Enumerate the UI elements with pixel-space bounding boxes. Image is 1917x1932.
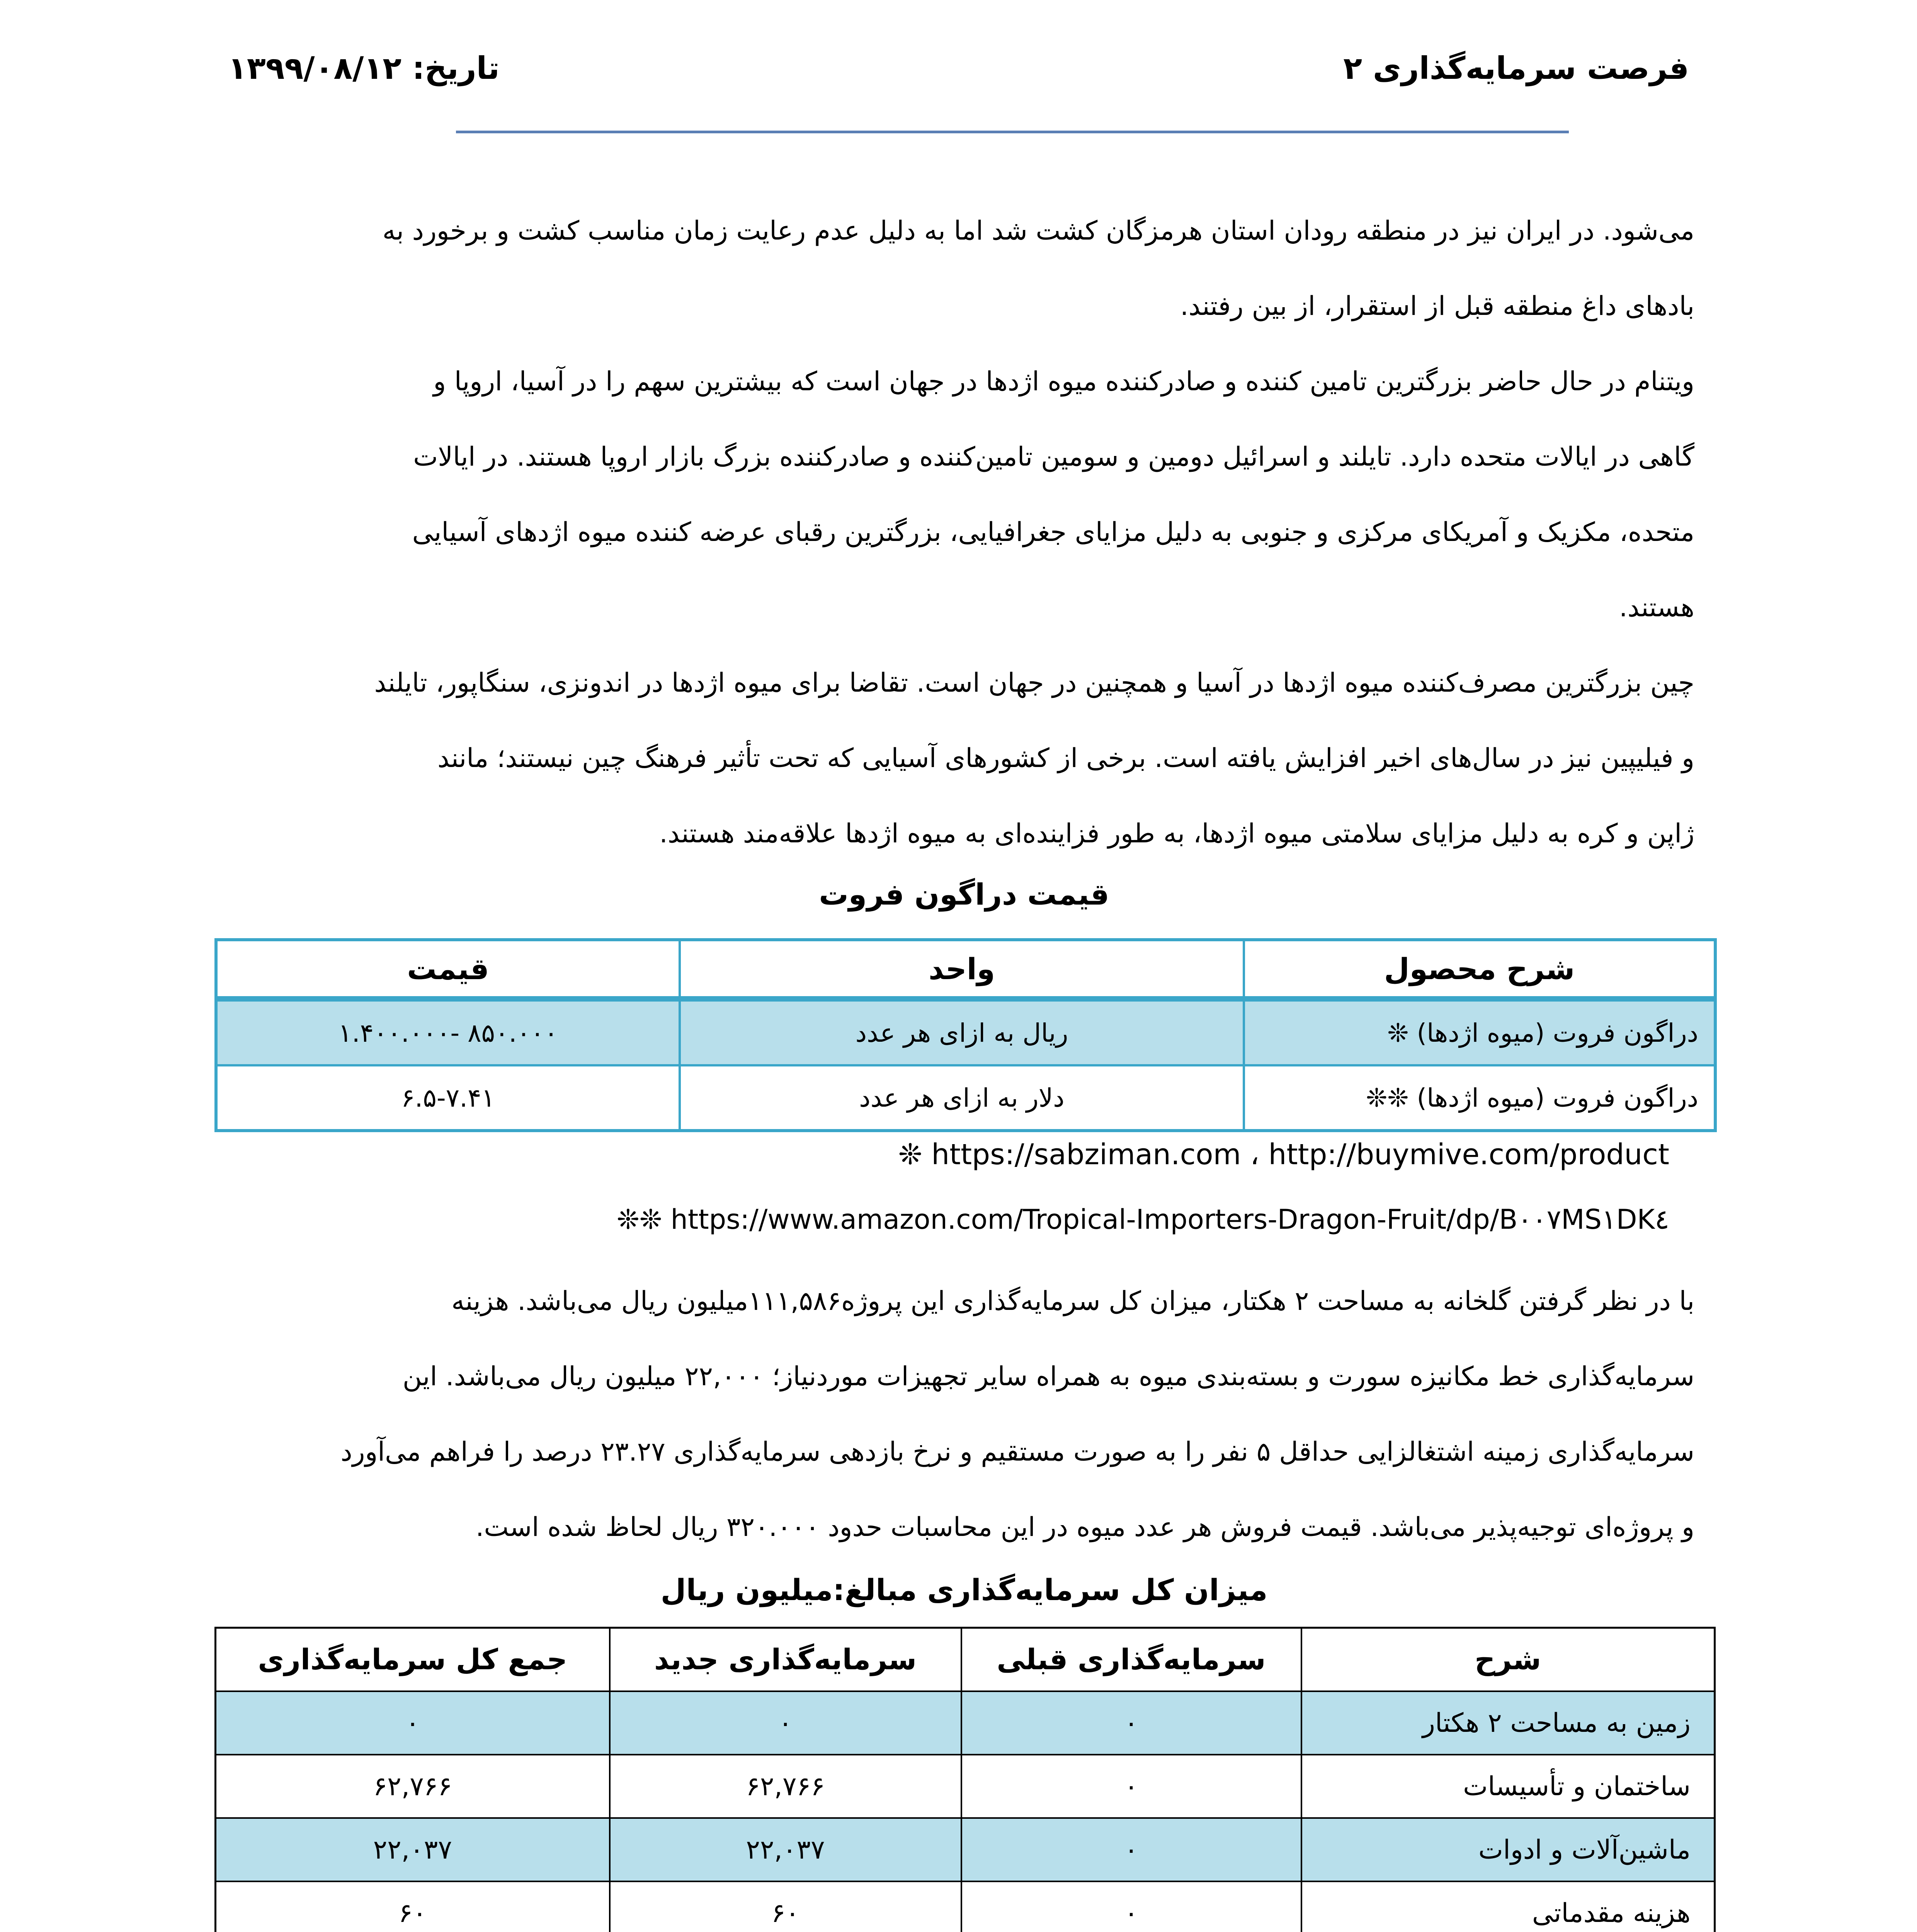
table-header-row: [216, 940, 1715, 999]
footnote-1: https://sabziman.com ، http://buymive.com/product ❊: [898, 1138, 1669, 1171]
document-date: [228, 50, 769, 86]
table-row: [216, 999, 1715, 1065]
paragraph-line: سرمایه‌گذاری خط مکانیزه سورت و بسته‌بندی میوه به همراه سایر تجهیزات موردنیاز؛ ۲۲,۰۰۰ میلیون ریال می‌باشد. این: [402, 1361, 1694, 1392]
paragraph-line: سرمایه‌گذاری زمینه اشتغالزایی حداقل ۵ نفر را به صورت مستقیم و نرخ بازدهی سرمایه‌گذاری ۲۳.۲۷ درصد را فراهم می‌آورد: [340, 1437, 1694, 1467]
table-cell: ۰: [216, 1691, 610, 1755]
table-cell: ۸۵۰.۰۰۰ -۱.۴۰۰.۰۰۰: [216, 999, 680, 1065]
paragraph-line: چین بزرگترین مصرف‌کننده میوه اژدها در آسیا و همچنین در جهان است. تقاضا برای میوه اژدها در اندونزی، سنگاپور، تایلند: [374, 668, 1694, 698]
table-cell: ۰: [610, 1691, 961, 1755]
table-cell: ۲۲,۰۳۷: [610, 1818, 961, 1881]
table-row: [216, 1818, 1715, 1881]
table-row: [216, 1065, 1715, 1131]
table-row: [216, 1881, 1715, 1932]
header-divider: [456, 131, 1569, 133]
table-header-cell: قیمت: [216, 940, 680, 999]
table-cell: ریال به ازای هر عدد: [680, 999, 1244, 1065]
investment-table-caption: میزان کل سرمایه‌گذاری مبالغ:میلیون ریال: [660, 1573, 1268, 1607]
paragraph-line: می‌شود. در ایران نیز در منطقه رودان استان هرمزگان کشت شد اما به دلیل عدم رعایت زمان مناسب کشت و برخورد به: [382, 216, 1694, 246]
paragraph-2: [234, 344, 1694, 645]
table-row: [216, 1755, 1715, 1818]
date-label: تاریخ:: [412, 50, 500, 86]
paragraph-line: با در نظر گرفتن گلخانه به مساحت ۲ هکتار، میزان کل سرمایه‌گذاری این پروژه۱۱۱,۵۸۶میلیون ریال می‌باشد. هزینه: [451, 1286, 1694, 1316]
table-cell: ۶۲,۷۶۶: [610, 1755, 961, 1818]
table-cell: ۰: [961, 1881, 1301, 1932]
date-value: ۱۳۹۹/۰۸/۱۲: [228, 50, 402, 86]
paragraph-1: [234, 193, 1694, 344]
paragraph-4: [234, 1264, 1694, 1565]
paragraph-line: و فیلیپین نیز در سال‌های اخیر افزایش یافته است. برخی از کشورهای آسیایی که تحت تأثیر فرهنگ چین نیستند؛ مانند: [437, 743, 1694, 774]
paragraph-line: ژاپن و کره به دلیل مزایای سلامتی میوه اژدها، به طور فزاینده‌ای به میوه اژدها علاقه‌مند هستند.: [659, 818, 1694, 849]
paragraph-line: گاهی در ایالات متحده دارد. تایلند و اسرائیل دومین و سومین تامین‌کننده و صادرکننده بزرگ بازار اروپا هستند. در ایالات: [413, 442, 1694, 472]
footnote-2: https://www.amazon.com/Tropical-Importers-Dragon-Fruit/dp/B۰۰۷MS۱DK٤ ❊❊: [616, 1204, 1669, 1235]
table-cell: ۰: [961, 1818, 1301, 1881]
table-header-cell: شرح: [1301, 1628, 1715, 1692]
table-header-cell: جمع کل سرمایه‌گذاری: [216, 1628, 610, 1692]
table-cell: ماشین‌آلات و ادوات: [1301, 1818, 1715, 1881]
paragraph-line: بادهای داغ منطقه قبل از استقرار، از بین رفتند.: [1180, 291, 1694, 321]
table-cell: دراگون فروت (میوه اژدها) ❊: [1244, 999, 1715, 1065]
table-cell: ۶۰: [216, 1881, 610, 1932]
price-table: [214, 938, 1717, 1132]
table-cell: دراگون فروت (میوه اژدها) ❊❊: [1244, 1065, 1715, 1131]
table-cell: هزینه مقدماتی: [1301, 1881, 1715, 1932]
table-header-row: [216, 1628, 1715, 1692]
table-cell: ۶.۵-۷.۴۱: [216, 1065, 680, 1131]
table-cell: ۶۲,۷۶۶: [216, 1755, 610, 1818]
table-cell: ۲۲,۰۳۷: [216, 1818, 610, 1881]
table-header-cell: واحد: [680, 940, 1244, 999]
table-header-cell: سرمایه‌گذاری جدید: [610, 1628, 961, 1692]
table-cell: دلار به ازای هر عدد: [680, 1065, 1244, 1131]
paragraph-3: [234, 645, 1694, 871]
table-cell: زمین به مساحت ۲ هکتار: [1301, 1691, 1715, 1755]
table-header-cell: شرح محصول: [1244, 940, 1715, 999]
paragraph-line: و پروژه‌ای توجیه‌پذیر می‌باشد. قیمت فروش هر عدد میوه در این محاسبات حدود ۳۲۰.۰۰۰ ریال لحاظ شده است.: [475, 1512, 1694, 1543]
price-table-caption: قیمت دراگون فروت: [819, 877, 1109, 912]
paragraph-line: متحده، مکزیک و آمریکای مرکزی و جنوبی به دلیل مزایای جغرافیایی، بزرگترین رقبای عرضه کننده میوه اژدهای آسیایی: [412, 517, 1694, 548]
document-title: فرصت سرمایه‌گذاری ۲: [1343, 50, 1689, 86]
table-cell: ۶۰: [610, 1881, 961, 1932]
table-cell: ۰: [961, 1755, 1301, 1818]
table-header-cell: سرمایه‌گذاری قبلی: [961, 1628, 1301, 1692]
investment-table: [214, 1627, 1716, 1932]
table-row: [216, 1691, 1715, 1755]
table-cell: ۰: [961, 1691, 1301, 1755]
table-cell: ساختمان و تأسیسات: [1301, 1755, 1715, 1818]
paragraph-line: ویتنام در حال حاضر بزرگترین تامین کننده و صادرکننده میوه اژدها در جهان است که بیشترین سهم را در آسیا، اروپا و: [433, 366, 1694, 397]
paragraph-line: هستند.: [1619, 592, 1694, 623]
